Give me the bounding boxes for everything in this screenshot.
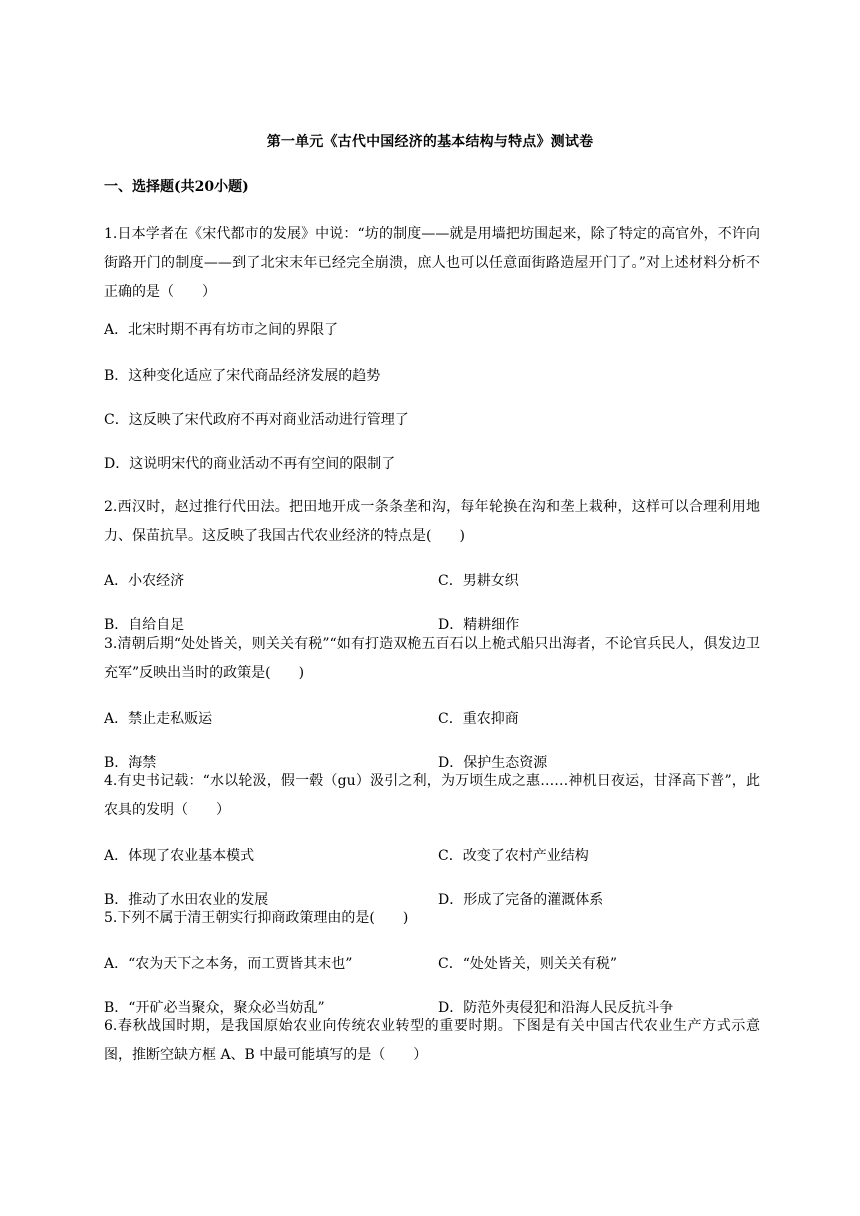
question-3-stem: 3.清朝后期“处处皆关，则关关有税”“如有打造双桅五百石以上桅式船只出海者，不论官兵民人，俱发边卫充军”反映出当时的政策是( ) bbox=[104, 636, 760, 681]
question-2-option-c: C．男耕女织 bbox=[438, 573, 519, 589]
question-2-option-a: A．小农经济 bbox=[104, 573, 185, 589]
question-2-option-d: D．精耕细作 bbox=[438, 617, 520, 633]
question-5-option-c: C．“处处皆关，则关关有税” bbox=[438, 956, 618, 972]
question-5-option-b: B．“开矿必当聚众，聚众必当妨乱” bbox=[104, 1000, 325, 1016]
question-1-stem: 1.日本学者在《宋代都市的发展》中说：“坊的制度——就是用墙把坊围起来，除了特定的高官外，不许向街路开门的制度——到了北宋末年已经完全崩溃，庶人也可以任意面街路造屋开门了。”对上述材料分析不正确的是（ ） bbox=[104, 226, 760, 300]
question-2-stem: 2.西汉时，赵过推行代田法。把田地开成一条条垄和沟，每年轮换在沟和垄上栽种，这样可以合理利用地力、保苗抗旱。这反映了我国古代农业经济的特点是( ) bbox=[104, 499, 760, 544]
question-3-option-a: A．禁止走私贩运 bbox=[104, 711, 213, 727]
question-5-stem: 5.下列不属于清王朝实行抑商政策理由的是( ) bbox=[104, 910, 409, 926]
question-4-option-d: D．形成了完备的灌溉体系 bbox=[438, 892, 604, 908]
question-4-option-c: C．改变了农村产业结构 bbox=[438, 848, 589, 864]
question-3-option-c: C．重农抑商 bbox=[438, 711, 519, 727]
question-3-option-d: D．保护生态资源 bbox=[438, 755, 548, 771]
question-1-option-a: A．北宋时期不再有坊市之间的界限了 bbox=[104, 322, 339, 338]
question-4-option-b: B．推动了水田农业的发展 bbox=[104, 892, 269, 908]
question-2-option-b: B．自给自足 bbox=[104, 617, 185, 633]
question-4-option-a: A．体现了农业基本模式 bbox=[104, 848, 255, 864]
page-title: 第一单元《古代中国经济的基本结构与特点》测试卷 bbox=[266, 134, 594, 150]
question-3-option-b: B．海禁 bbox=[104, 755, 157, 771]
question-5-option-d: D．防范外夷侵犯和沿海人民反抗斗争 bbox=[438, 1000, 674, 1016]
question-6-stem: 6.春秋战国时期，是我国原始农业向传统农业转型的重要时期。下图是有关中国古代农业生产方式示意图，推断空缺方框 A、B 中最可能填写的是（ ） bbox=[104, 1018, 760, 1063]
question-1-option-d: D．这说明宋代的商业活动不再有空间的限制了 bbox=[104, 456, 396, 472]
question-1-option-b: B．这种变化适应了宋代商品经济发展的趋势 bbox=[104, 368, 381, 384]
question-1-option-c: C．这反映了宋代政府不再对商业活动进行管理了 bbox=[104, 412, 409, 428]
question-4-stem: 4.有史书记载：“水以轮汲，假一毂（gu）汲引之利，为万顷生成之惠……神机日夜运，甘泽高下普”，此农具的发明（ ） bbox=[104, 773, 760, 818]
question-5-option-a: A．“农为天下之本务，而工贾皆其末也” bbox=[104, 956, 353, 972]
section-heading: 一、选择题(共20小题) bbox=[104, 179, 249, 195]
